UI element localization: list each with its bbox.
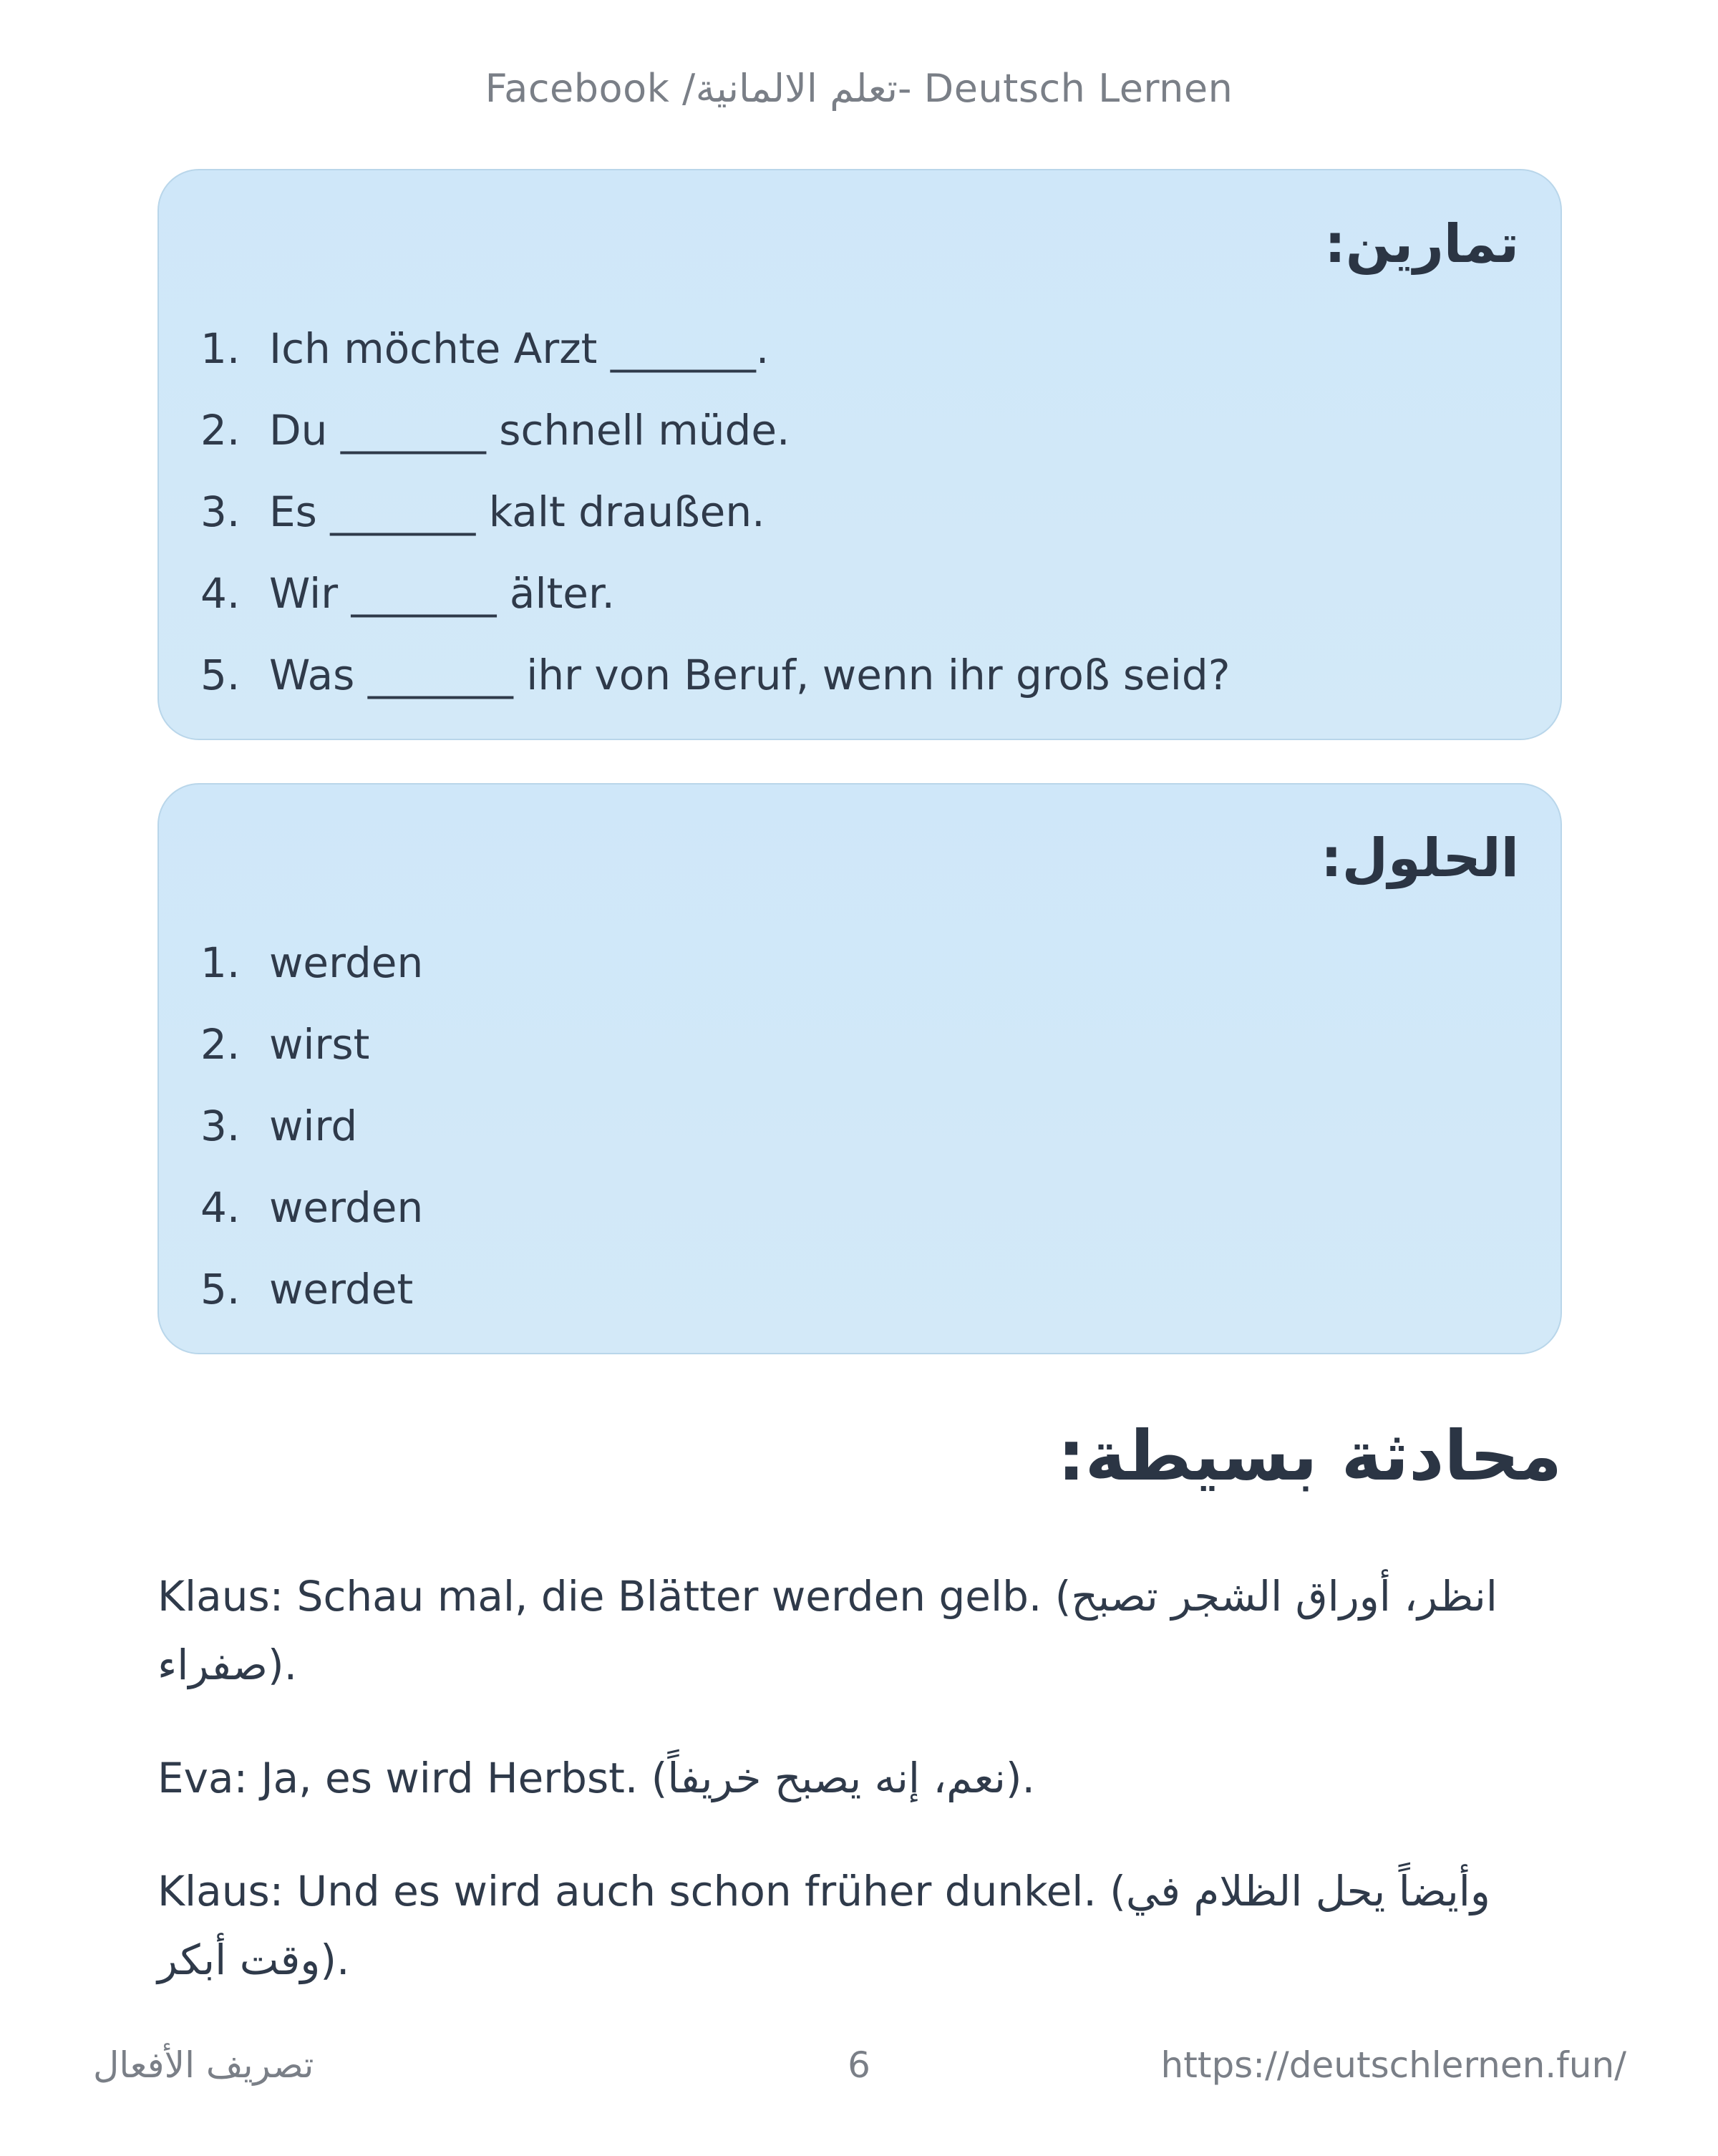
item-number: 1. bbox=[200, 324, 241, 373]
exercises-title: تمارين: bbox=[1324, 213, 1519, 275]
dialogue-line: Eva: Ja, es wird Herbst. (نعم، إنه يصبح خريفاً). bbox=[157, 1754, 1035, 1802]
list-item bbox=[200, 471, 1231, 553]
item-number: 1. bbox=[200, 938, 241, 987]
list-item bbox=[200, 922, 423, 1004]
exercises-card bbox=[157, 169, 1562, 740]
conversation-title: محادثة بسيطة: bbox=[1057, 1416, 1562, 1496]
item-text: werdet bbox=[269, 1265, 414, 1313]
item-text: Was _______ ihr von Beruf, wenn ihr groß seid? bbox=[269, 651, 1231, 699]
solutions-title: الحلول: bbox=[1321, 827, 1519, 889]
dialogue-line: Klaus: Schau mal, die Blätter werden gelb. (انظر، أوراق الشجر تصبح صفراء). bbox=[157, 1572, 1498, 1689]
exercises-list bbox=[200, 308, 1231, 716]
list-item bbox=[200, 1004, 423, 1085]
item-number: 2. bbox=[200, 406, 241, 455]
page-header: Facebook /تعلم الالمانية- Deutsch Lernen bbox=[485, 66, 1233, 111]
list-item bbox=[200, 1085, 423, 1167]
solutions-card bbox=[157, 783, 1562, 1354]
item-number: 3. bbox=[200, 1102, 241, 1150]
item-text: Es _______ kalt draußen. bbox=[269, 487, 765, 536]
footer-section-title: تصريف الأفعال bbox=[93, 2044, 314, 2086]
item-number: 4. bbox=[200, 569, 241, 618]
list-item bbox=[200, 1167, 423, 1248]
item-text: werden bbox=[269, 1183, 424, 1232]
item-text: Ich möchte Arzt _______. bbox=[269, 324, 770, 373]
list-item bbox=[200, 389, 1231, 471]
item-text: werden bbox=[269, 938, 424, 987]
solutions-list bbox=[200, 922, 423, 1330]
item-number: 4. bbox=[200, 1183, 241, 1232]
page-number: 6 bbox=[848, 2044, 870, 2086]
item-text: Du _______ schnell müde. bbox=[269, 406, 790, 455]
list-item bbox=[200, 308, 1231, 389]
list-item bbox=[200, 634, 1231, 716]
footer-url[interactable]: https://deutschlernen.fun/ bbox=[1160, 2044, 1626, 2086]
list-item bbox=[200, 553, 1231, 634]
item-number: 3. bbox=[200, 487, 241, 536]
item-number: 2. bbox=[200, 1020, 241, 1069]
item-text: wirst bbox=[269, 1020, 370, 1069]
item-number: 5. bbox=[200, 651, 241, 699]
item-text: Wir _______ älter. bbox=[269, 569, 615, 618]
dialogue-line: Klaus: Und es wird auch schon früher dunkel. (وأيضاً يحل الظلام في وقت أبكر). bbox=[157, 1867, 1490, 1984]
list-item bbox=[200, 1248, 423, 1330]
item-text: wird bbox=[269, 1102, 358, 1150]
item-number: 5. bbox=[200, 1265, 241, 1313]
